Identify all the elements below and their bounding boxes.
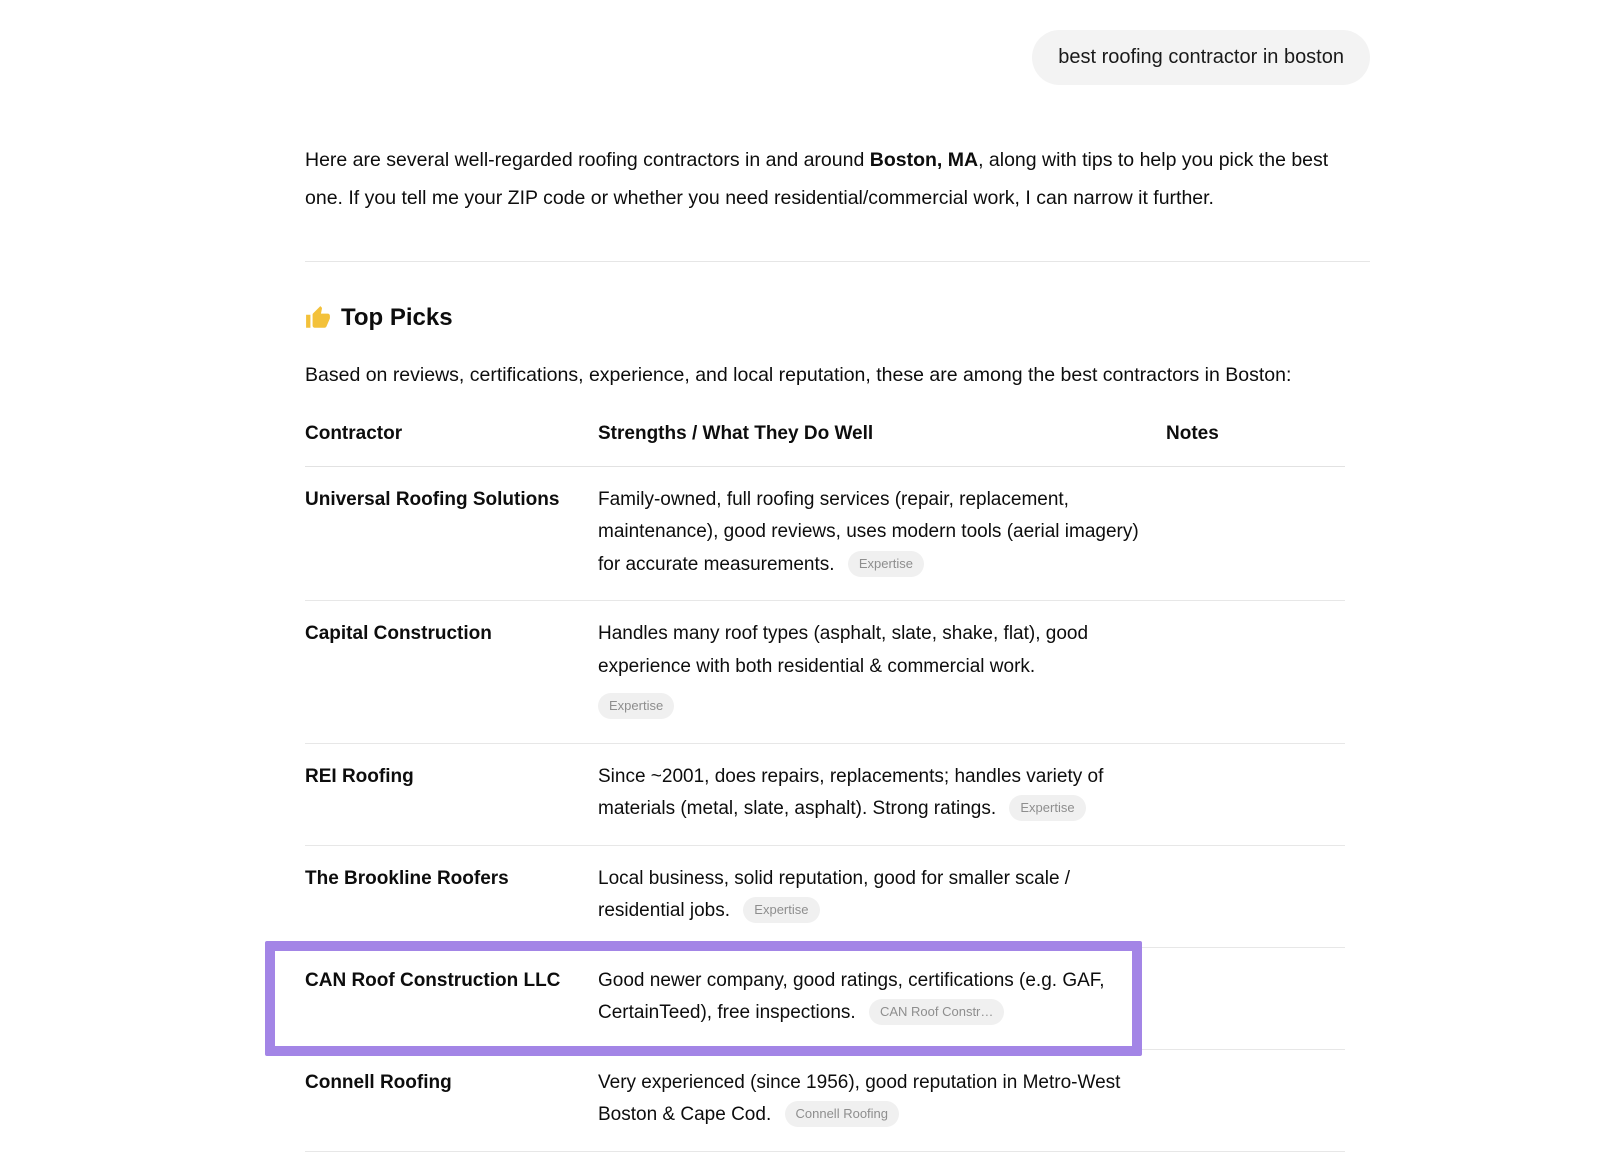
notes-text bbox=[1166, 618, 1345, 724]
contractor-name: CAN Roof Construction LLC bbox=[305, 969, 561, 991]
citation-badge[interactable]: CAN Roof Constr… bbox=[869, 999, 1004, 1025]
section-divider bbox=[305, 261, 1370, 262]
intro-text-end: , along with tips to help you pick the best one. If you tell me your ZIP code or whether you need residential/commercial work, I can narrow it further. bbox=[305, 149, 1329, 209]
table-row bbox=[305, 744, 1345, 846]
section-subtitle: Based on reviews, certifications, experience, and local reputation, these are among the best contractors in Boston: bbox=[305, 364, 1292, 386]
strengths-text: Very experienced (since 1956), good reputation in Metro-West Boston & Cape Cod. bbox=[598, 1071, 1121, 1125]
column-header-contractor: Contractor bbox=[305, 423, 403, 444]
top-picks-heading bbox=[305, 304, 1370, 332]
contractors-table bbox=[305, 408, 1345, 1152]
user-message-bubble bbox=[1032, 30, 1370, 85]
notes-text bbox=[1166, 863, 1345, 928]
contractor-name: REI Roofing bbox=[305, 765, 414, 787]
top-picks-heading-text: Top Picks bbox=[341, 304, 453, 331]
contractor-name: Universal Roofing Solutions bbox=[305, 488, 560, 510]
citation-badge[interactable]: Expertise bbox=[743, 897, 819, 923]
table-row bbox=[305, 846, 1345, 948]
strengths-text: Handles many roof types (asphalt, slate, shake, flat), good experience with both residential & commercial work. bbox=[598, 623, 1089, 677]
table-row bbox=[305, 1050, 1345, 1152]
strengths-cell bbox=[598, 1067, 1166, 1132]
intro-bold-location: Boston, MA bbox=[869, 149, 979, 171]
strengths-cell bbox=[598, 761, 1166, 826]
thumbs-up-emoji-icon bbox=[305, 305, 331, 331]
strengths-text: Since ~2001, does repairs, replacements; handles variety of materials (metal, slate, asphalt). Strong ratings. bbox=[598, 765, 1104, 819]
contractor-name: The Brookline Roofers bbox=[305, 867, 509, 889]
user-message-text: best roofing contractor in boston bbox=[1058, 46, 1344, 68]
column-header-notes: Notes bbox=[1166, 423, 1219, 444]
table-row bbox=[305, 601, 1345, 744]
strengths-text: Good newer company, good ratings, certifications (e.g. GAF, CertainTeed), free inspections. bbox=[598, 969, 1105, 1023]
chat-content bbox=[305, 0, 1370, 1152]
citation-badge[interactable]: Expertise bbox=[598, 693, 674, 719]
intro-text-start: Here are several well-regarded roofing contractors in and around bbox=[305, 149, 870, 171]
notes-text bbox=[1166, 965, 1345, 1030]
table-row bbox=[305, 467, 1345, 602]
strengths-text: Local business, solid reputation, good for smaller scale / residential jobs. bbox=[598, 867, 1071, 921]
citation-badge[interactable]: Expertise bbox=[848, 551, 924, 577]
notes-text bbox=[1166, 484, 1345, 582]
contractor-name: Connell Roofing bbox=[305, 1071, 452, 1093]
table-header-row bbox=[305, 408, 1345, 467]
citation-badge[interactable]: Expertise bbox=[1009, 795, 1085, 821]
strengths-text: Family-owned, full roofing services (repair, replacement, maintenance), good reviews, uses modern tools (aerial imagery) for accurate measurements. bbox=[598, 488, 1139, 575]
strengths-cell bbox=[598, 863, 1166, 928]
table-row bbox=[305, 948, 1345, 1050]
citation-badge[interactable]: Connell Roofing bbox=[785, 1101, 900, 1127]
user-message-row bbox=[305, 30, 1370, 85]
column-header-strengths: Strengths / What They Do Well bbox=[598, 423, 874, 444]
strengths-cell bbox=[598, 618, 1166, 724]
assistant-intro-paragraph bbox=[305, 141, 1370, 217]
strengths-cell bbox=[598, 484, 1166, 582]
table-body bbox=[305, 467, 1345, 1152]
strengths-cell bbox=[598, 965, 1166, 1030]
notes-text bbox=[1166, 1067, 1345, 1132]
contractor-name: Capital Construction bbox=[305, 623, 492, 644]
notes-text bbox=[1166, 761, 1345, 826]
